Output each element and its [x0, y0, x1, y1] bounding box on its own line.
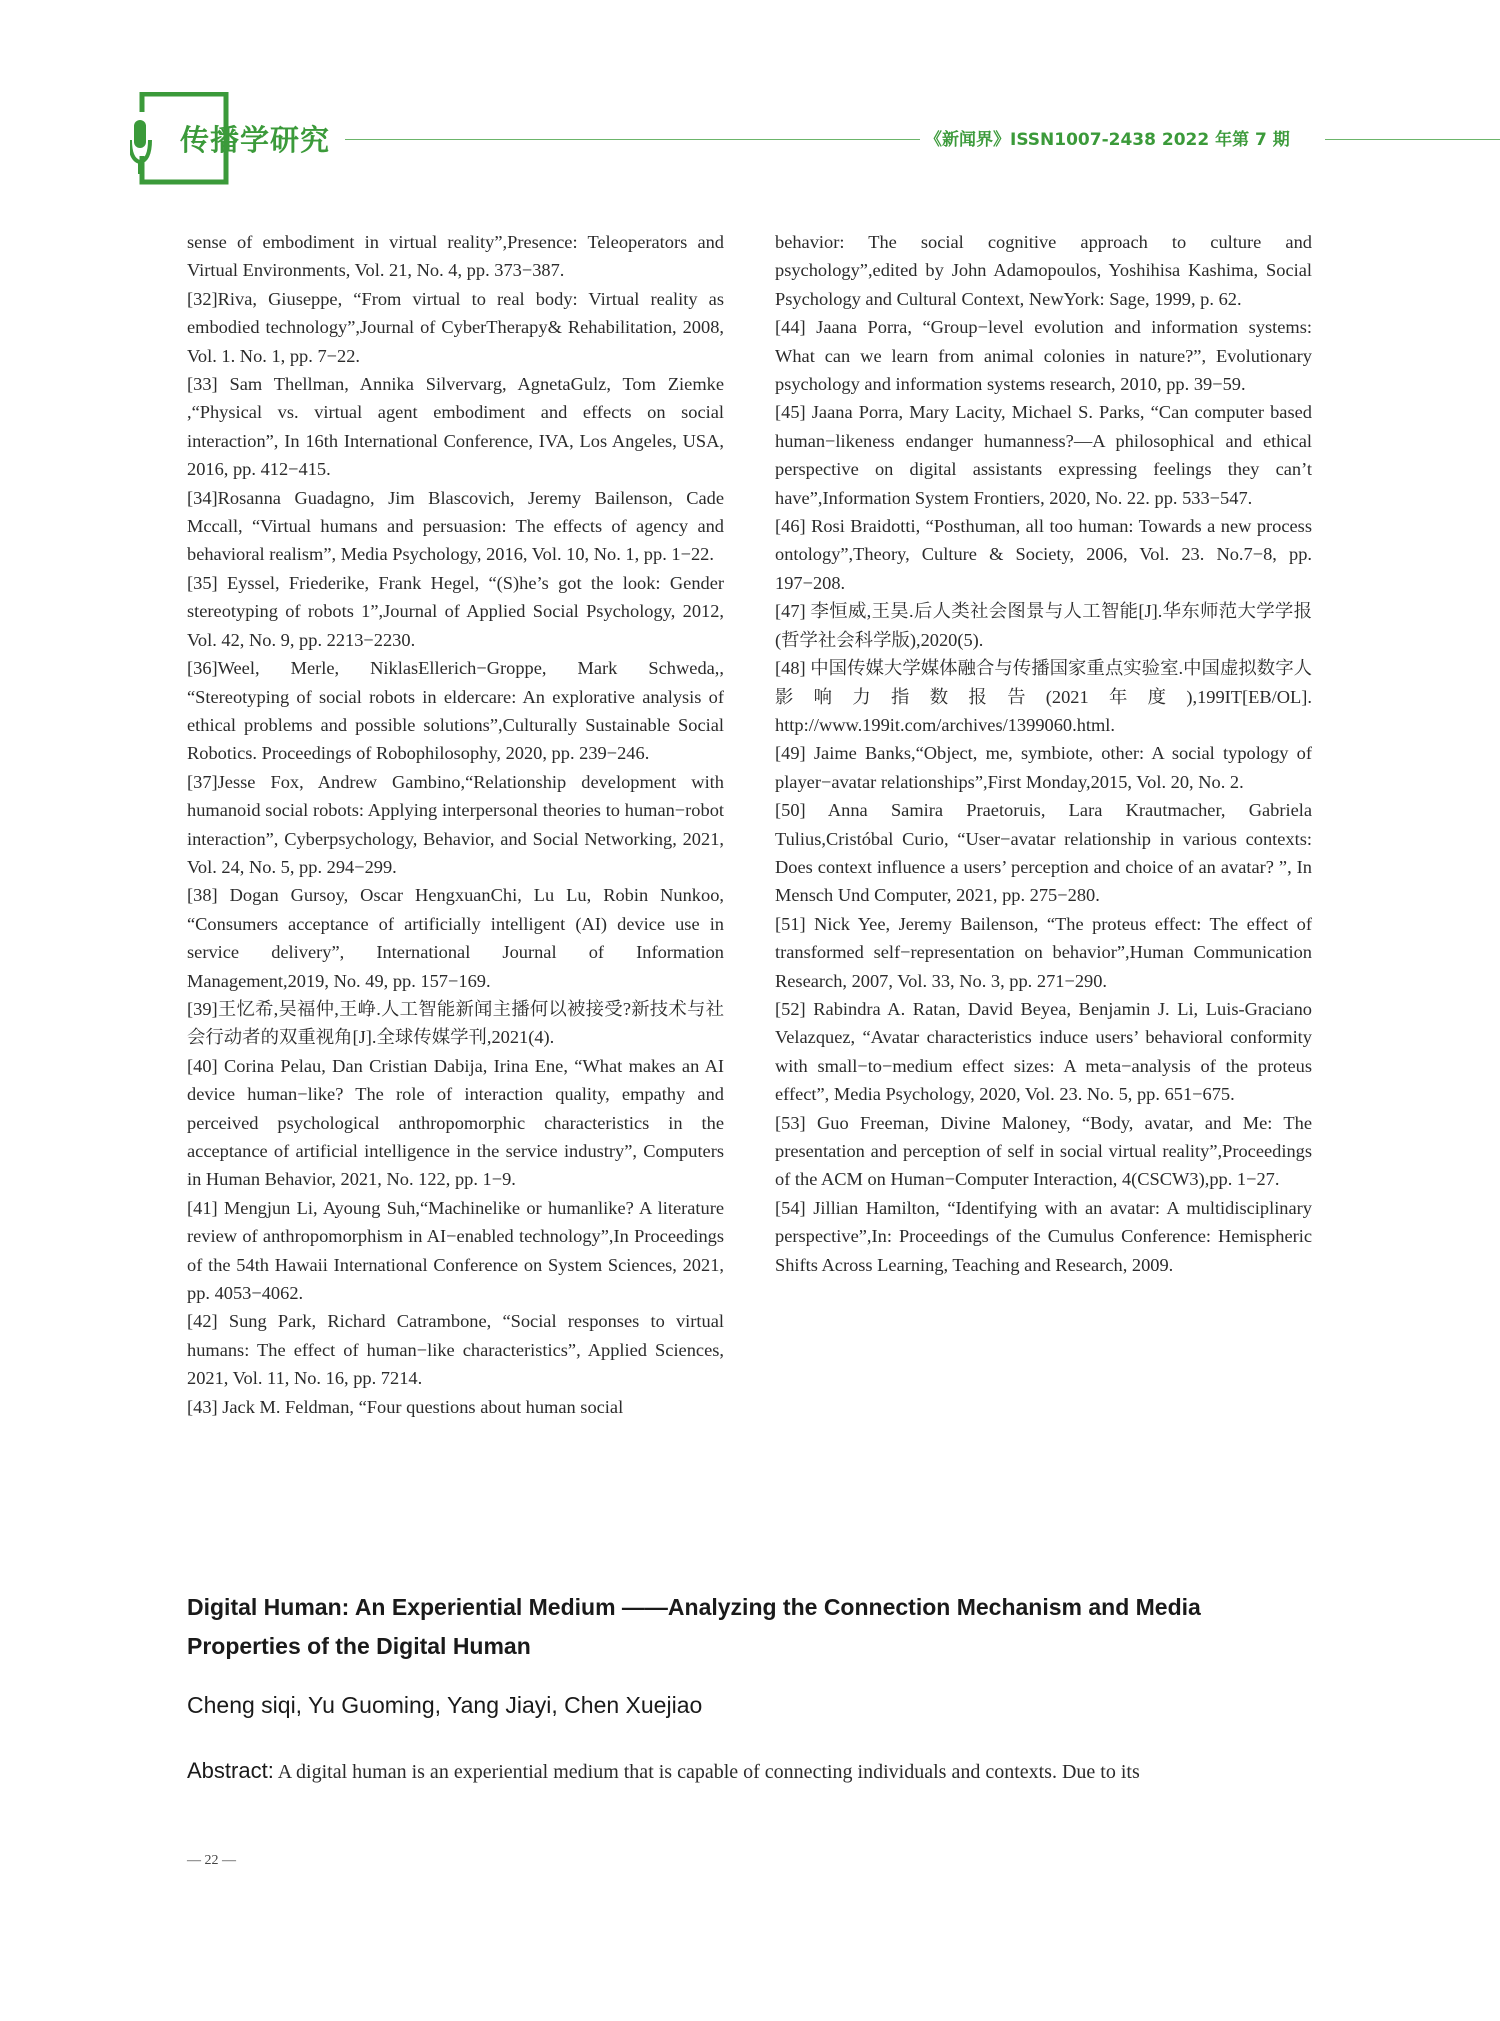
reference-entry: [36]Weel, Merle, NiklasEllerich−Groppe, Mark Schweda,, “Stereotyping of social robots in eldercare: An explorative analysis of ethical problems and possible solutions”,Culturally Sustainable Social Robotics. Proceedings of Robophilosophy, 2020, pp. 239−246. [187, 658, 724, 764]
abstract-text: A digital human is an experiential medium that is capable of connecting individuals and contexts. Due to its [277, 1761, 1140, 1783]
header-rule-right [1325, 139, 1500, 140]
reference-entry: [42] Sung Park, Richard Catrambone, “Social responses to virtual humans: The effect of human−like characteristics”, Applied Sciences, 2021, Vol. 11, No. 16, pp. 7214. [187, 1311, 724, 1389]
reference-entry: [33] Sam Thellman, Annika Silvervarg, AgnetaGulz, Tom Ziemke ,“Physical vs. virtual agent embodiment and effects on social interaction”, In 16th International Conference, IVA, Los Angeles, USA, 2016, pp. 412−415. [187, 374, 724, 480]
reference-entry: [45] Jaana Porra, Mary Lacity, Michael S. Parks, “Can computer based human−likeness endanger humanness?—A philosophical and ethical perspective on digital assistants expressing feelings they can’t have”,Information System Frontiers, 2020, No. 22. pp. 533−547. [775, 402, 1312, 508]
page-number: — 22 — [187, 1853, 236, 1868]
reference-entry: [52] Rabindra A. Ratan, David Beyea, Benjamin J. Li, Luis-Graciano Velazquez, “Avatar characteristics induce users’ behavioral conformity with small−to−medium effect sizes: A meta−analysis of the proteus effect”, Media Psychology, 2020, Vol. 23. No. 5, pp. 651−675. [775, 998, 1312, 1105]
reference-entry: [32]Riva, Giuseppe, “From virtual to real body: Virtual reality as embodied technology”,Journal of CyberTherapy& Rehabilitation, 2008, Vol. 1. No. 1, pp. 7−22. [187, 288, 724, 366]
reference-entry: [46] Rosi Braidotti, “Posthuman, all too human: Towards a new process ontology”,Theory, Culture & Society, 2006, Vol. 23. No.7−8, pp. 197−208. [775, 516, 1312, 593]
reference-entry: [49] Jaime Banks,“Object, me, symbiote, other: A social typology of player−avatar relationships”,First Monday,2015, Vol. 20, No. 2. [775, 743, 1312, 792]
reference-entry: [35] Eyssel, Friederike, Frank Hegel, “(S)he’s got the look: Gender stereotyping of robots 1”,Journal of Applied Social Psychology, 2012, Vol. 42, No. 9, pp. 2213−2230. [187, 572, 724, 650]
reference-entry: [39]王忆希,吴福仲,王峥.人工智能新闻主播何以被接受?新技术与社会行动者的双重视角[J].全球传媒学刊,2021(4). [187, 998, 724, 1048]
reference-entry: [51] Nick Yee, Jeremy Bailenson, “The proteus effect: The effect of transformed self−representation on behavior”,Human Communication Research, 2007, Vol. 33, No. 3, pp. 271−290. [775, 913, 1312, 991]
english-title: Digital Human: An Experiential Medium ——Analyzing the Connection Mechanism and Media Properties of the Digital Human [187, 1594, 1201, 1659]
reference-entry: sense of embodiment in virtual reality”,Presence: Teleoperators and Virtual Environments, Vol. 21, No. 4, pp. 373−387. [187, 232, 724, 281]
references-right-column [775, 228, 1312, 1279]
abstract-label: Abstract: [187, 1758, 274, 1783]
reference-entry: [54] Jillian Hamilton, “Identifying with an avatar: A multidisciplinary perspective”,In: Proceedings of the Cumulus Conference: Hemispheric Shifts Across Learning, Teaching and Research, 2009. [775, 1197, 1312, 1275]
reference-entry: [34]Rosanna Guadagno, Jim Blascovich, Jeremy Bailenson, Cade Mccall, “Virtual humans and persuasion: The effects of agency and behavioral realism”, Media Psychology, 2016, Vol. 10, No. 1, pp. 1−22. [187, 487, 724, 565]
reference-entry: [40] Corina Pelau, Dan Cristian Dabija, Irina Ene, “What makes an AI device human−like? The role of interaction quality, empathy and perceived psychological anthropomorphic characteristics in the acceptance of artificial intelligence in the service industry”, Computers in Human Behavior, 2021, No. 122, pp. 1−9. [187, 1055, 724, 1190]
reference-entry: [43] Jack M. Feldman, “Four questions about human social [187, 1396, 624, 1417]
reference-entry: [50] Anna Samira Praetoruis, Lara Krautmacher, Gabriela Tulius,Cristóbal Curio, “User−avatar relationship in various contexts: Does context influence a users’ perception and choice of an avatar? ”, In Mensch Und Computer, 2021, pp. 275−280. [775, 800, 1312, 906]
header-rule-left [345, 139, 920, 140]
references-left-column [187, 228, 724, 1421]
reference-entry: [38] Dogan Gursoy, Oscar HengxuanChi, Lu Lu, Robin Nunkoo, “Consumers acceptance of artificially intelligent (AI) device use in service delivery”, International Journal of Information Management,2019, No. 49, pp. 157−169. [187, 885, 724, 991]
reference-entry: [47] 李恒威,王昊.后人类社会图景与人工智能[J].华东师范大学学报(哲学社会科学版),2020(5). [775, 601, 1312, 650]
reference-entry: behavior: The social cognitive approach to culture and psychology”,edited by John Adamopoulos, Yoshihisa Kashima, Social Psychology and Cultural Context, NewYork: Sage, 1999, p. 62. [775, 232, 1312, 309]
issue-info: 《新闻界》ISSN1007-2438 2022 年第 7 期 [925, 130, 1290, 150]
reference-entry: [44] Jaana Porra, “Group−level evolution and information systems: What can we learn from animal colonies in nature?”, Evolutionary psychology and information systems research, 2010, pp. 39−59. [775, 317, 1312, 395]
reference-entry: [41] Mengjun Li, Ayoung Suh,“Machinelike or humanlike? A literature review of anthropomorphism in AI−enabled technology”,In Proceedings of the 54th Hawaii International Conference on System Sciences, 2021, pp. 4053−4062. [187, 1197, 724, 1304]
english-authors: Cheng siqi, Yu Guoming, Yang Jiayi, Chen Xuejiao [187, 1692, 703, 1718]
english-abstract [187, 1757, 1312, 1786]
reference-entry: [53] Guo Freeman, Divine Maloney, “Body, avatar, and Me: The presentation and perception of self in social virtual reality”,Proceedings of the ACM on Human−Computer Interaction, 4(CSCW3),pp. 1−27. [775, 1112, 1312, 1190]
reference-entry: [37]Jesse Fox, Andrew Gambino,“Relationship development with humanoid social robots: Applying interpersonal theories to human−robot interaction”, Cyberpsychology, Behavior, and Social Networking, 2021, Vol. 24, No. 5, pp. 294−299. [187, 771, 724, 877]
reference-entry: [48] 中国传媒大学媒体融合与传播国家重点实验室.中国虚拟数字人影响力指数报告(2021年度),199IT[EB/OL]. http://www.199it.com/archives/1399060.html. [775, 658, 1312, 735]
journal-section-name: 传播学研究 [180, 123, 331, 157]
